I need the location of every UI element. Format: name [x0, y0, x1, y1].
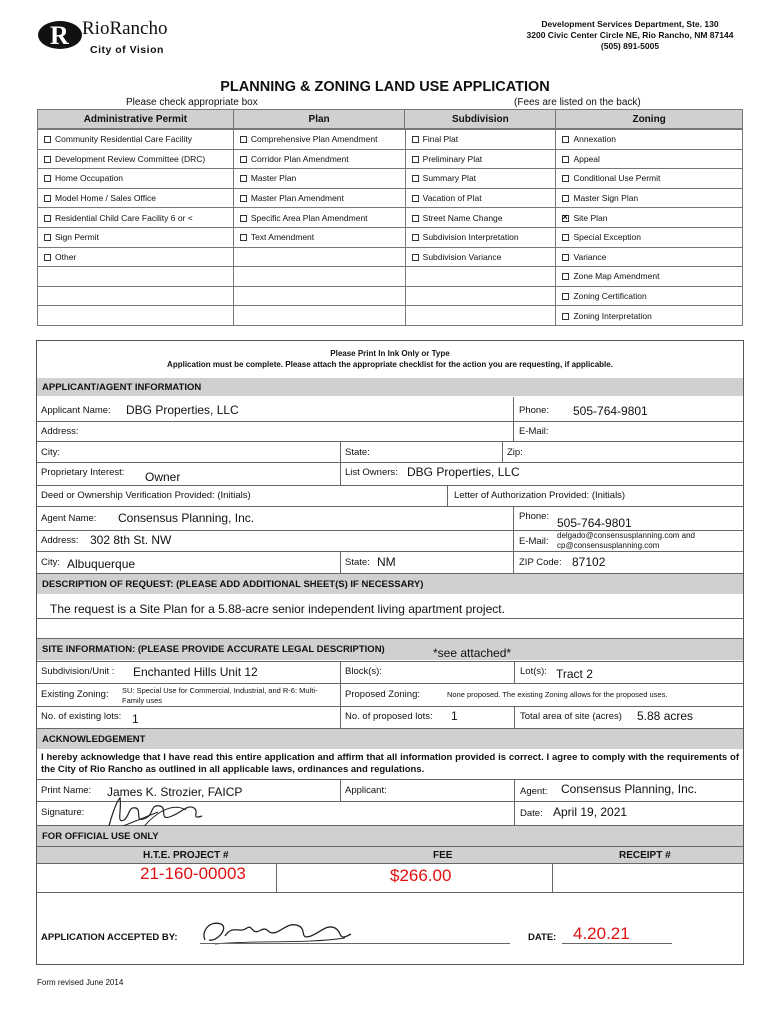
- grid-cell-admin: [38, 130, 234, 150]
- grid-cell-subdivision: [405, 267, 556, 287]
- admin-checkbox[interactable]: [44, 175, 51, 182]
- grid-row: [38, 208, 743, 228]
- zoning-checkbox[interactable]: [562, 273, 569, 280]
- grid-cell-zoning: [556, 208, 743, 228]
- application-type-grid: [37, 109, 743, 129]
- grid-cell-zoning: [556, 149, 743, 169]
- acknowledgement-text: I hereby acknowledge that I have read this entire application and affirm that all information provided is correct. I agree to comply with the requirements of the City of Rio Rancho as outlined in all applicable laws, ordinances and regulations.: [41, 752, 739, 775]
- agent-city-label: City:: [41, 557, 60, 568]
- subdivision-checkbox[interactable]: [412, 215, 419, 222]
- agent-phone-field[interactable]: 505-764-9801: [557, 516, 632, 530]
- grid-cell-subdivision: [405, 286, 556, 306]
- state-label: State:: [345, 447, 370, 458]
- existing-lots-field[interactable]: 1: [132, 712, 139, 726]
- agent-zip-field[interactable]: 87102: [572, 555, 606, 569]
- grid-cell-plan: [233, 149, 405, 169]
- grid-cell-zoning: [556, 169, 743, 189]
- plan-checkbox[interactable]: [240, 195, 247, 202]
- department-address: [500, 19, 760, 52]
- zoning-checkbox[interactable]: [562, 175, 569, 182]
- admin-checkbox[interactable]: [44, 136, 51, 143]
- grid-row: [38, 188, 743, 208]
- grid-cell-admin: [38, 227, 234, 247]
- fee-field[interactable]: $266.00: [390, 866, 452, 885]
- grid-cell-admin: [38, 247, 234, 267]
- svg-text:R: R: [50, 21, 69, 50]
- applicant-header: APPLICANT/AGENT INFORMATION: [37, 378, 743, 396]
- date-field[interactable]: April 19, 2021: [553, 805, 628, 819]
- subdivision-option-label: Vacation of Plat: [422, 193, 482, 204]
- email-label: E-Mail:: [519, 426, 549, 437]
- official-header: FOR OFFICIAL USE ONLY: [37, 826, 743, 846]
- agent-name-label: Agent Name:: [41, 513, 97, 524]
- grid-cell-subdivision: [405, 247, 556, 267]
- subdivision-checkbox[interactable]: [412, 136, 419, 143]
- site-header: SITE INFORMATION: (PLEASE PROVIDE ACCURATE LEGAL DESCRIPTION): [37, 638, 743, 660]
- admin-option-label: Home Occupation: [55, 173, 124, 184]
- agent-state-label: State:: [345, 557, 370, 568]
- blocks-label: Block(s):: [345, 666, 382, 677]
- agent-city-field[interactable]: Albuquerque: [67, 557, 136, 571]
- admin-checkbox[interactable]: [44, 195, 51, 202]
- zoning-option-label: Master Sign Plan: [573, 193, 639, 204]
- plan-checkbox[interactable]: [240, 156, 247, 163]
- col-fee-label: FEE: [433, 850, 453, 861]
- grid-cell-admin: [38, 188, 234, 208]
- fees-note: (Fees are listed on the back): [514, 97, 641, 108]
- plan-checkbox[interactable]: [240, 234, 247, 241]
- instructions-line2: Application must be complete. Please attach the appropriate checklist for the action you are requesting, if applicable.: [167, 360, 613, 369]
- agent-email-label: E-Mail:: [519, 536, 549, 547]
- grid-cell-zoning: [556, 130, 743, 150]
- subdivision-checkbox[interactable]: [412, 254, 419, 261]
- agent-phone-label: Phone:: [519, 511, 550, 522]
- admin-option-label: Model Home / Sales Office: [55, 193, 156, 204]
- grid-cell-zoning: [556, 188, 743, 208]
- accepted-date-field[interactable]: 4.20.21: [573, 924, 630, 943]
- col-admin: Administrative Permit: [38, 110, 234, 129]
- subdivision-option-label: Summary Plat: [422, 173, 477, 184]
- subdivision-field[interactable]: Enchanted Hills Unit 12: [133, 665, 258, 679]
- grid-cell-plan: [233, 188, 405, 208]
- zoning-checkbox[interactable]: [562, 313, 569, 320]
- total-area-label: Total area of site (acres): [520, 711, 622, 722]
- grid-cell-admin: [38, 267, 234, 287]
- grid-cell-plan: [233, 286, 405, 306]
- col-subdivision: Subdivision: [405, 110, 556, 129]
- agent-sign-field[interactable]: Consensus Planning, Inc.: [561, 782, 698, 796]
- grid-cell-plan: [233, 208, 405, 228]
- plan-option-label: Specific Area Plan Amendment: [250, 212, 368, 223]
- accepted-by-label: APPLICATION ACCEPTED BY:: [41, 932, 178, 943]
- list-owners-label: List Owners:: [345, 467, 398, 478]
- proposed-zoning-label: Proposed Zoning:: [345, 689, 420, 700]
- plan-checkbox[interactable]: [240, 136, 247, 143]
- acknowledgement-header: ACKNOWLEDGEMENT: [37, 729, 743, 749]
- applicant-name-label: Applicant Name:: [41, 405, 111, 416]
- proprietary-label: Proprietary Interest:: [41, 467, 125, 478]
- grid-cell-plan: [233, 130, 405, 150]
- description-header: DESCRIPTION OF REQUEST: (PLEASE ADD ADDITIONAL SHEET(S) IF NECESSARY): [37, 574, 743, 594]
- grid-cell-subdivision: [405, 208, 556, 228]
- grid-cell-admin: [38, 169, 234, 189]
- form-revision: Form revised June 2014: [37, 978, 124, 987]
- subdivision-checkbox[interactable]: [412, 156, 419, 163]
- grid-cell-plan: [233, 306, 405, 326]
- grid-cell-admin: [38, 286, 234, 306]
- proposed-zoning-field[interactable]: None proposed. The existing Zoning allows for the proposed uses.: [447, 690, 668, 699]
- grid-row: [38, 306, 743, 326]
- grid-cell-subdivision: [405, 188, 556, 208]
- zoning-checkbox[interactable]: [562, 215, 569, 222]
- subdivision-label: Subdivision/Unit :: [41, 666, 115, 677]
- grid-cell-admin: [38, 208, 234, 228]
- proprietary-field[interactable]: Owner: [145, 470, 181, 484]
- existing-lots-label: No. of existing lots:: [41, 711, 122, 722]
- plan-option-label: Master Plan Amendment: [250, 193, 344, 204]
- grid-cell-zoning: [556, 227, 743, 247]
- admin-option-label: Residential Child Care Facility 6 or <: [55, 212, 193, 223]
- grid-header-row: [38, 110, 743, 129]
- col-project-label: H.T.E. PROJECT #: [143, 850, 229, 861]
- plan-checkbox[interactable]: [240, 215, 247, 222]
- grid-cell-subdivision: [405, 306, 556, 326]
- grid-cell-zoning: [556, 286, 743, 306]
- department-line2: 3200 Civic Center Circle NE, Rio Rancho, NM 87144: [526, 30, 734, 40]
- admin-checkbox[interactable]: [44, 215, 51, 222]
- agent-state-field[interactable]: NM: [377, 555, 396, 569]
- zoning-option-label: Zoning Certification: [573, 291, 647, 302]
- zoning-checkbox[interactable]: [562, 234, 569, 241]
- address-label: Address:: [41, 426, 79, 437]
- grid-row: [38, 227, 743, 247]
- instructions: [36, 348, 744, 370]
- zoning-checkbox[interactable]: [562, 136, 569, 143]
- agent-name-field[interactable]: Consensus Planning, Inc.: [118, 511, 255, 525]
- zoning-checkbox[interactable]: [562, 195, 569, 202]
- subdivision-checkbox[interactable]: [412, 195, 419, 202]
- subdivision-checkbox[interactable]: [412, 234, 419, 241]
- zoning-option-label: Variance: [573, 251, 607, 262]
- phone-field[interactable]: 505-764-9801: [573, 404, 648, 418]
- agent-address-field[interactable]: 302 8th St. NW: [90, 533, 172, 547]
- see-attached-note: *see attached*: [433, 646, 512, 660]
- logo-brand: RioRancho: [82, 18, 168, 39]
- letter-label: Letter of Authorization Provided: (Initials): [454, 490, 626, 501]
- instructions-line1: Please Print In Ink Only or Type: [330, 349, 450, 358]
- col-receipt-label: RECEIPT #: [619, 850, 671, 861]
- zoning-option-label: Annexation: [573, 134, 616, 145]
- admin-checkbox[interactable]: [44, 156, 51, 163]
- total-area-field[interactable]: 5.88 acres: [637, 709, 694, 723]
- existing-zoning-field[interactable]: SU: Special Use for Commercial, Industrial, and R-6: Multi-Family uses: [122, 686, 318, 705]
- subdivision-option-label: Final Plat: [422, 134, 459, 145]
- date-label: Date:: [520, 808, 543, 819]
- subdivision-option-label: Preliminary Plat: [422, 153, 483, 164]
- zip-label: Zip:: [507, 447, 523, 458]
- list-owners-field[interactable]: DBG Properties, LLC: [407, 465, 520, 479]
- grid-cell-subdivision: [405, 130, 556, 150]
- deed-label: Deed or Ownership Verification Provided: (Initials): [41, 490, 251, 501]
- grid-cell-plan: [233, 267, 405, 287]
- logo-tagline: City of Vision: [90, 44, 164, 56]
- grid-cell-plan: [233, 227, 405, 247]
- plan-option-label: Text Amendment: [250, 232, 315, 243]
- subdivision-option-label: Street Name Change: [422, 212, 503, 223]
- grid-cell-admin: [38, 149, 234, 169]
- grid-cell-zoning: [556, 306, 743, 326]
- accepted-by-signature[interactable]: [195, 910, 355, 950]
- zoning-option-label: Special Exception: [573, 232, 642, 243]
- admin-checkbox[interactable]: [44, 234, 51, 241]
- grid-cell-zoning: [556, 247, 743, 267]
- city-label: City:: [41, 447, 60, 458]
- grid-cell-subdivision: [405, 169, 556, 189]
- agent-zip-label: ZIP Code:: [519, 557, 562, 568]
- admin-option-label: Sign Permit: [55, 232, 99, 243]
- col-zoning: Zoning: [556, 110, 743, 129]
- zoning-option-label: Site Plan: [573, 212, 608, 223]
- applicant-sign-label: Applicant:: [345, 785, 387, 796]
- grid-row: [38, 267, 743, 287]
- print-name-field[interactable]: James K. Strozier, FAICP: [107, 785, 243, 799]
- grid-cell-plan: [233, 247, 405, 267]
- page-title: PLANNING & ZONING LAND USE APPLICATION: [220, 79, 550, 95]
- agent-sign-label: Agent:: [520, 786, 548, 797]
- existing-zoning-label: Existing Zoning:: [41, 689, 109, 700]
- proposed-lots-label: No. of proposed lots:: [345, 711, 433, 722]
- grid-row: [38, 130, 743, 150]
- col-plan: Plan: [233, 110, 405, 129]
- subdivision-option-label: Subdivision Interpretation: [422, 232, 519, 243]
- plan-option-label: Master Plan: [250, 173, 297, 184]
- zoning-option-label: Zone Map Amendment: [573, 271, 660, 282]
- signature-label: Signature:: [41, 807, 85, 818]
- zoning-checkbox[interactable]: [562, 254, 569, 261]
- grid-row: [38, 286, 743, 306]
- agent-address-label: Address:: [41, 535, 79, 546]
- zoning-option-label: Conditional Use Permit: [573, 173, 661, 184]
- lots-label: Lot(s):: [520, 666, 547, 677]
- grid-cell-subdivision: [405, 227, 556, 247]
- phone-label: Phone:: [519, 405, 550, 416]
- description-field[interactable]: The request is a Site Plan for a 5.88-acre senior independent living apartment project.: [50, 602, 505, 616]
- proposed-lots-field[interactable]: 1: [451, 709, 458, 723]
- admin-checkbox[interactable]: [44, 254, 51, 261]
- grid-cell-zoning: [556, 267, 743, 287]
- department-line1: Development Services Department, Ste. 130: [541, 19, 719, 29]
- admin-option-label: Development Review Committee (DRC): [55, 153, 206, 164]
- zoning-checkbox[interactable]: [562, 156, 569, 163]
- grid-cell-admin: [38, 306, 234, 326]
- check-note: Please check appropriate box: [126, 97, 258, 108]
- grid-row: [38, 149, 743, 169]
- print-name-label: Print Name:: [41, 785, 92, 796]
- admin-option-label: Community Residential Care Facility: [55, 134, 192, 145]
- grid-cell-plan: [233, 169, 405, 189]
- department-line3: (505) 891-5005: [600, 41, 660, 51]
- city-logo: [36, 14, 186, 60]
- grid-row: [38, 169, 743, 189]
- subdivision-checkbox[interactable]: [412, 175, 419, 182]
- agent-email-line1: delgado@consensusplanning.com and: [557, 531, 695, 540]
- subdivision-option-label: Subdivision Variance: [422, 251, 502, 262]
- application-type-options: [37, 129, 743, 326]
- plan-checkbox[interactable]: [240, 175, 247, 182]
- admin-option-label: Other: [55, 251, 77, 262]
- agent-email-line2: cp@consensusplanning.com: [557, 541, 660, 550]
- zoning-option-label: Appeal: [573, 153, 600, 164]
- agent-email-field[interactable]: [557, 531, 695, 551]
- plan-option-label: Corridor Plan Amendment: [250, 153, 349, 164]
- grid-cell-subdivision: [405, 149, 556, 169]
- accepted-date-label: DATE:: [528, 932, 557, 943]
- lots-field[interactable]: Tract 2: [556, 667, 593, 681]
- project-number-field[interactable]: 21-160-00003: [140, 864, 246, 883]
- zoning-option-label: Zoning Interpretation: [573, 310, 652, 321]
- plan-option-label: Comprehensive Plan Amendment: [250, 134, 378, 145]
- zoning-checkbox[interactable]: [562, 293, 569, 300]
- grid-row: [38, 247, 743, 267]
- applicant-name-field[interactable]: DBG Properties, LLC: [126, 403, 239, 417]
